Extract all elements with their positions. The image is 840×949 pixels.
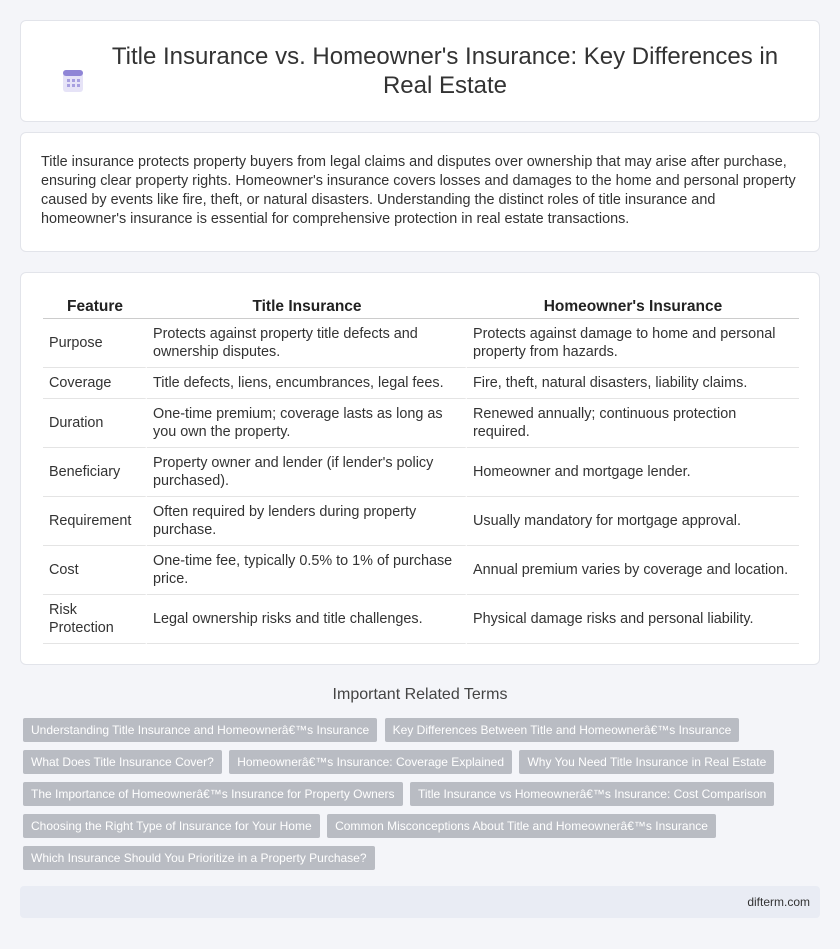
related-term-tag[interactable]: Which Insurance Should You Prioritize in a Property Purchase? [23,846,375,870]
header-homeowners-insurance: Homeowner's Insurance [467,295,799,319]
homeowners-cell: Homeowner and mortgage lender. [467,448,799,497]
page-title: Title Insurance vs. Homeowner's Insurance: Key Differences in Real Estate [111,43,779,99]
header-title-insurance: Title Insurance [147,295,467,319]
table-row [43,448,799,497]
related-term-tag[interactable]: Homeownerâ€™s Insurance: Coverage Explained [229,750,512,774]
row-label: Purpose [43,319,147,368]
intro-paragraph: Title insurance protects property buyers from legal claims and disputes over ownership that may arise after purchase, ensuring clear property rights. Homeowner's insurance covers losses and damages to the home and personal property caused by events like fire, theft, or natural disasters. Understanding the distinct roles of title insurance and homeowner's insurance is essential for comprehensive protection in real estate transactions. [41,154,796,227]
related-term-tag[interactable]: The Importance of Homeownerâ€™s Insurance for Property Owners [23,782,403,806]
title-cell: Legal ownership risks and title challenges. [147,595,467,644]
title-cell: Property owner and lender (if lender's policy purchased). [147,448,467,497]
related-terms-title: Important Related Terms [332,686,508,703]
header-card [20,20,820,122]
related-term-tag[interactable]: Choosing the Right Type of Insurance for Your Home [23,814,320,838]
homeowners-cell: Protects against damage to home and personal property from hazards. [467,319,799,368]
comparison-table-card [20,272,820,665]
table-row [43,368,799,399]
title-cell: Protects against property title defects and ownership disputes. [147,319,467,368]
homeowners-cell: Physical damage risks and personal liability. [467,595,799,644]
related-terms-list [23,718,823,878]
row-label: Beneficiary [43,448,147,497]
row-label: Requirement [43,497,147,546]
table-row [43,497,799,546]
document-icon [60,68,86,94]
homeowners-cell: Annual premium varies by coverage and location. [467,546,799,595]
footer-site-link[interactable]: difterm.com [747,895,810,909]
title-cell: One-time fee, typically 0.5% to 1% of purchase price. [147,546,467,595]
related-term-tag[interactable]: Understanding Title Insurance and Homeownerâ€™s Insurance [23,718,377,742]
row-label: Coverage [43,368,147,399]
table-row [43,595,799,644]
table-row [43,399,799,448]
title-cell: Often required by lenders during property purchase. [147,497,467,546]
homeowners-cell: Renewed annually; continuous protection required. [467,399,799,448]
comparison-table [43,295,799,644]
table-row [43,319,799,368]
header-feature: Feature [43,295,147,319]
related-term-tag[interactable]: Why You Need Title Insurance in Real Estate [519,750,774,774]
related-term-tag[interactable]: Title Insurance vs Homeownerâ€™s Insurance: Cost Comparison [410,782,774,806]
related-term-tag[interactable]: Key Differences Between Title and Homeownerâ€™s Insurance [385,718,740,742]
row-label: Cost [43,546,147,595]
footer [20,886,820,918]
title-cell: Title defects, liens, encumbrances, legal fees. [147,368,467,399]
related-term-tag[interactable]: Common Misconceptions About Title and Homeownerâ€™s Insurance [327,814,716,838]
intro-card [20,132,820,252]
title-cell: One-time premium; coverage lasts as long as you own the property. [147,399,467,448]
row-label: Duration [43,399,147,448]
homeowners-cell: Usually mandatory for mortgage approval. [467,497,799,546]
related-term-tag[interactable]: What Does Title Insurance Cover? [23,750,222,774]
row-label: Risk Protection [43,595,147,644]
homeowners-cell: Fire, theft, natural disasters, liability claims. [467,368,799,399]
table-row [43,546,799,595]
